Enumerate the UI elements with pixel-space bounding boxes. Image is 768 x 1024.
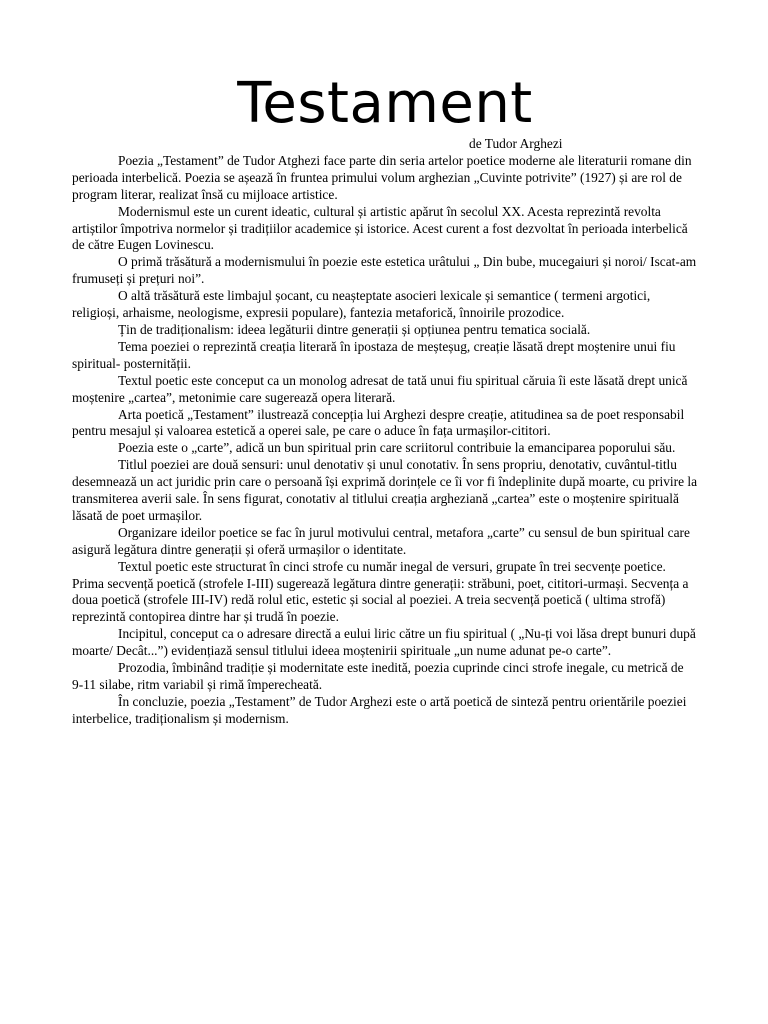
paragraph: Organizare ideilor poetice se fac în jurul motivului central, metafora „carte” cu sensul de bun spiritual care asigură legătura dintre generații și oferă urmașilor o identitate.: [72, 524, 690, 557]
document-author: de Tudor Arghezi: [469, 136, 563, 151]
paragraph: O primă trăsătură a modernismului în poezie este estetica urâtului „ Din bube, mucegaiuri și noroi/ Iscat-am frumuseți și prețuri noi”.: [72, 254, 697, 287]
paragraph: În concluzie, poezia „Testament” de Tudor Arghezi este o artă poetică de sinteză pentru orientările poeziei interbelice, tradiționalism și modernism.: [72, 693, 687, 726]
paragraph: Incipitul, conceput ca o adresare directă a eului liric către un fiu spiritual ( „Nu-ți voi lăsa drept bunuri după moarte/ Decât...”) evidențiază sensul titlului ideea moștenirii spirituale „un nume adunat pe-o carte”.: [72, 626, 696, 659]
document-title: Testament: [237, 71, 533, 136]
paragraph: Titlul poeziei are două sensuri: unul denotativ și unul conotativ. În sens propriu, denotativ, cuvântul-titlu desemnează un act juridic prin care o persoană își exprimă dorințele ce îi vor fi îndeplinite după moarte, cu privire la transmiterea averii sale. În sens figurat, conotativ al titlului creația argheziană „cartea” este o moștenire spirituală lăsată de poet urmașilor.: [72, 457, 698, 523]
paragraph: Poezia „Testament” de Tudor Atghezi face parte din seria artelor poetice moderne ale literaturii romane din perioada interbelică. Poezia se așează în fruntea primului volum arghezian „Cuvinte potrivite” (1927) și are rol de program literar, realizat însă cu mijloace artistice.: [72, 152, 692, 202]
paragraph: Tema poeziei o reprezintă creația literară în ipostaza de meșteșug, creație lăsată drept moștenire unui fiu spiritual- posternității.: [72, 338, 676, 371]
paragraph: Poezia este o „carte”, adică un bun spiritual prin care scriitorul contribuie la emanciparea poporului său.: [118, 440, 676, 456]
paragraph: Arta poetică „Testament” ilustrează concepția lui Arghezi despre creație, atitudinea sa de poet responsabil pentru mesajul și valoarea estetică a operei sale, pe care o aduce în fața urmașilor-cititori.: [72, 406, 685, 439]
paragraph: Textul poetic este conceput ca un monolog adresat de tată unui fiu spiritual căruia îi este lăsată drept unică moștenire „cartea”, metonimie care sugerează opera literară.: [72, 372, 688, 405]
paragraph: Țin de tradiționalism: ideea legăturii dintre generații și opțiunea pentru tematica socială.: [118, 321, 591, 337]
paragraph: Prozodia, îmbinând tradiție și modernitate este inedită, poezia cuprinde cinci strofe inegale, cu metrică de 9-11 silabe, ritm variabil și rimă împerecheată.: [72, 660, 684, 692]
paragraph: Textul poetic este structurat în cinci strofe cu număr inegal de versuri, grupate în trei secvențe poetice. Prima secvență poetică (strofele I-III) sugerează legătura dintre generații: străbuni, poet, cititori-urmași. Secvența a doua poetică (strofele III-IV) redă rolul etic, estetic și social al poeziei. A treia secvență poetică ( ultima strofă) reprezintă contopirea dintre har și trudă în poezie.: [72, 558, 689, 625]
document-page: [72, 72, 698, 728]
paragraph: Modernismul este un curent ideatic, cultural și artistic apărut în secolul XX. Acesta reprezintă revolta artiștilor împotriva normelor și tradițiilor academice și istorice. Acest curent a fost dezvoltat în perioada interbelică de către Eugen Lovinescu.: [72, 203, 688, 253]
document-body: [72, 153, 698, 728]
paragraph: O altă trăsătură este limbajul șocant, cu neașteptate asocieri lexicale și semantice ( termeni argotici, religioși, arhaisme, neologisme, expresii populare), fantezia metaforică, înnoirile prozodice.: [72, 288, 651, 321]
